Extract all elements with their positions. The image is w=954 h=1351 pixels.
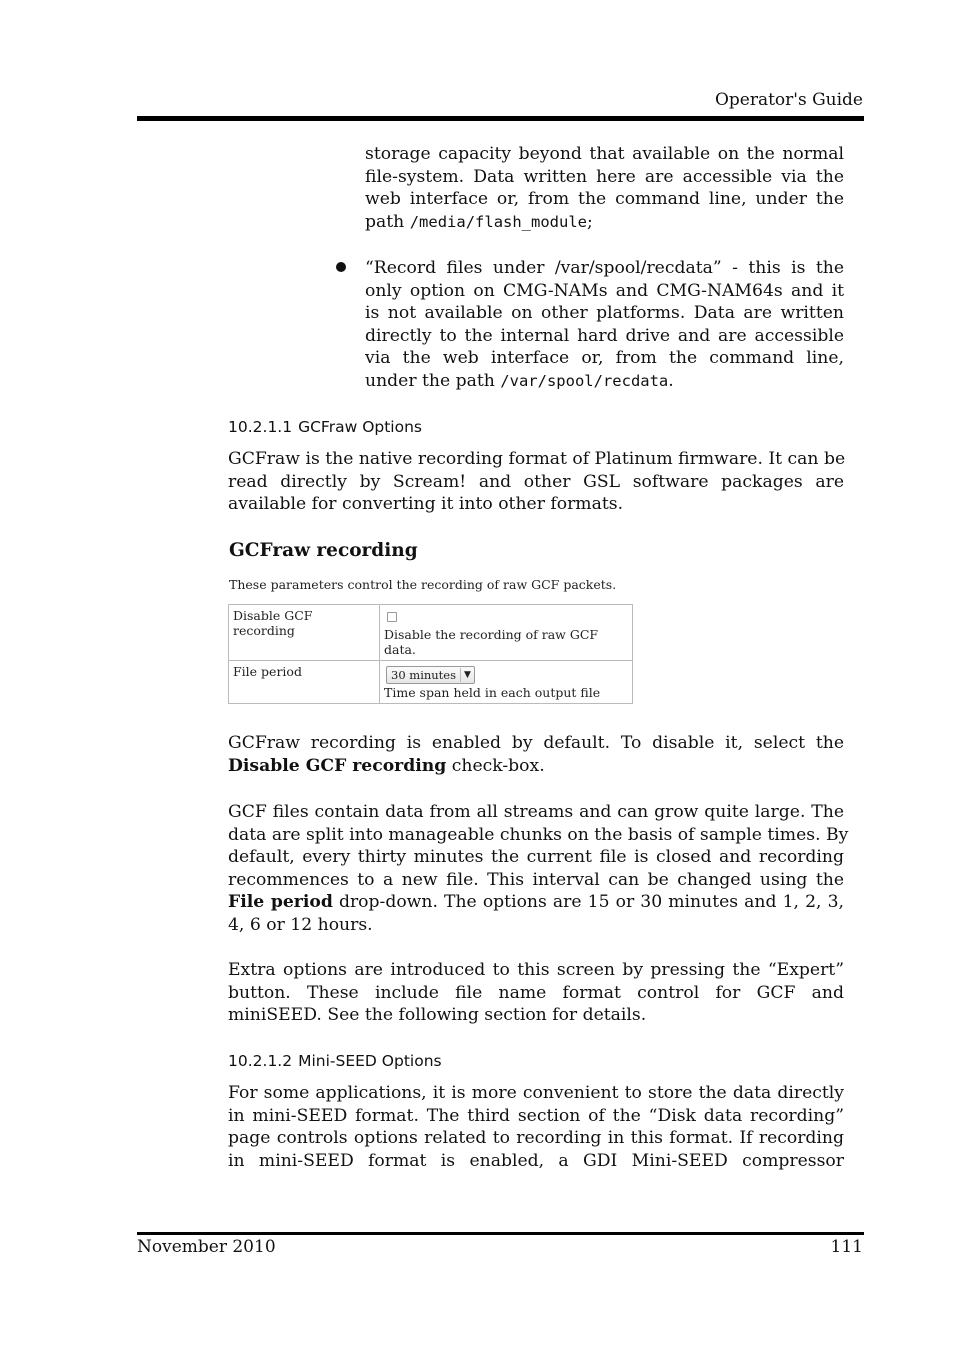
running-header-title: Operator's Guide (714, 90, 863, 110)
page-number: 111 (830, 1237, 863, 1257)
screenshot-title: GCFraw recording (229, 540, 418, 561)
text-line (365, 211, 844, 234)
disable-gcf-cell (380, 605, 633, 661)
file-period-label: File period (229, 661, 380, 704)
text-line: Extra options are introduced to this screen by pressing the “Expert” (228, 960, 844, 980)
file-period-help: Time span held in each output file (384, 685, 601, 700)
table-row (229, 661, 633, 704)
gcfraw-intro-paragraph (228, 448, 844, 516)
text-fragment: path (365, 211, 410, 232)
text-line: storage capacity beyond that available on the normal (365, 144, 844, 164)
text-line: “Record files under /var/spool/recdata” - this is the (365, 258, 844, 278)
text-line: For some applications, it is more convenient to store the data directly (228, 1083, 844, 1103)
text-line: recommences to a new file. This interval can be changed using the (228, 869, 844, 890)
bold-term: Disable GCF recording (228, 755, 447, 776)
text-line: page controls options related to recording in this format. If recording (228, 1128, 844, 1149)
file-period-value: 30 minutes (391, 668, 457, 682)
table-row (229, 605, 633, 661)
header-rule (137, 116, 864, 121)
storage-paragraph (365, 143, 844, 233)
text-line: available for converting it into other formats. (228, 494, 624, 515)
text-line: file-system. Data written here are accessible via the (365, 166, 844, 187)
text-line: via the web interface or, from the command line, (365, 348, 844, 369)
text-fragment: under the path (365, 370, 501, 391)
text-line: miniSEED. See the following section for details. (228, 1005, 647, 1026)
text-line: read directly by Scream! and other GSL software packages are (228, 471, 844, 492)
disable-gcf-label: Disable GCF recording (229, 605, 380, 661)
recdata-path: /var/spool/recdata (500, 371, 669, 390)
screenshot-description: These parameters control the recording of raw GCF packets. (229, 577, 617, 592)
section-title: Mini-SEED Options (298, 1052, 442, 1070)
text-line (228, 755, 844, 778)
text-line (365, 370, 844, 393)
flash-module-path: /media/flash_module (409, 212, 588, 231)
gcf-files-paragraph (228, 801, 849, 937)
text-line: 4, 6 or 12 hours. (228, 914, 373, 935)
text-fragment: . (668, 370, 674, 391)
text-line: GCFraw recording is enabled by default. To disable it, select the (228, 733, 844, 753)
file-period-dropdown[interactable] (386, 666, 475, 684)
text-fragment: drop-down. The options are 15 or 30 minutes and 1, 2, 3, (332, 892, 845, 913)
text-line: is not available on other platforms. Data are written (365, 303, 844, 324)
section-heading-gcfraw (228, 418, 422, 436)
text-line: GCFraw is the native recording format of Platinum firmware. It can be (228, 449, 846, 469)
text-line: data are split into manageable chunks on the basis of sample times. By (228, 824, 849, 845)
text-fragment: check-box. (446, 755, 545, 776)
footer-rule (137, 1232, 864, 1235)
text-line: in mini-SEED format. The third section of the “Disk data recording” (228, 1105, 844, 1126)
extra-options-paragraph (228, 959, 844, 1027)
text-fragment: ; (587, 211, 593, 232)
chevron-down-icon: ▼ (460, 668, 474, 682)
section-number: 10.2.1.2 (228, 1052, 293, 1070)
bold-term: File period (228, 892, 333, 913)
disable-gcf-checkbox[interactable] (387, 612, 397, 622)
file-period-cell (380, 661, 633, 704)
gcfraw-settings-table (228, 604, 633, 704)
section-title: GCFraw Options (298, 418, 422, 436)
miniseed-paragraph (228, 1082, 844, 1172)
text-line: directly to the internal hard drive and are accessible (365, 325, 844, 346)
disable-gcf-help: Disable the recording of raw GCF data. (384, 627, 599, 657)
section-number: 10.2.1.1 (228, 418, 293, 436)
recdata-bullet-paragraph (365, 257, 844, 393)
text-line: GCF files contain data from all streams and can grow quite large. The (228, 802, 844, 822)
text-line: in mini-SEED format is enabled, a GDI Mini-SEED compressor (228, 1150, 844, 1171)
section-heading-miniseed (228, 1052, 442, 1070)
text-line: default, every thirty minutes the current file is closed and recording (228, 847, 844, 868)
text-line: button. These include file name format control for GCF and (228, 982, 844, 1003)
footer-date: November 2010 (137, 1237, 276, 1257)
text-line: only option on CMG-NAMs and CMG-NAM64s and it (365, 280, 844, 301)
gcfraw-enabled-paragraph (228, 732, 844, 777)
text-line: web interface or, from the command line, under the (365, 189, 844, 210)
bullet-icon (336, 262, 346, 272)
text-line (228, 891, 844, 914)
